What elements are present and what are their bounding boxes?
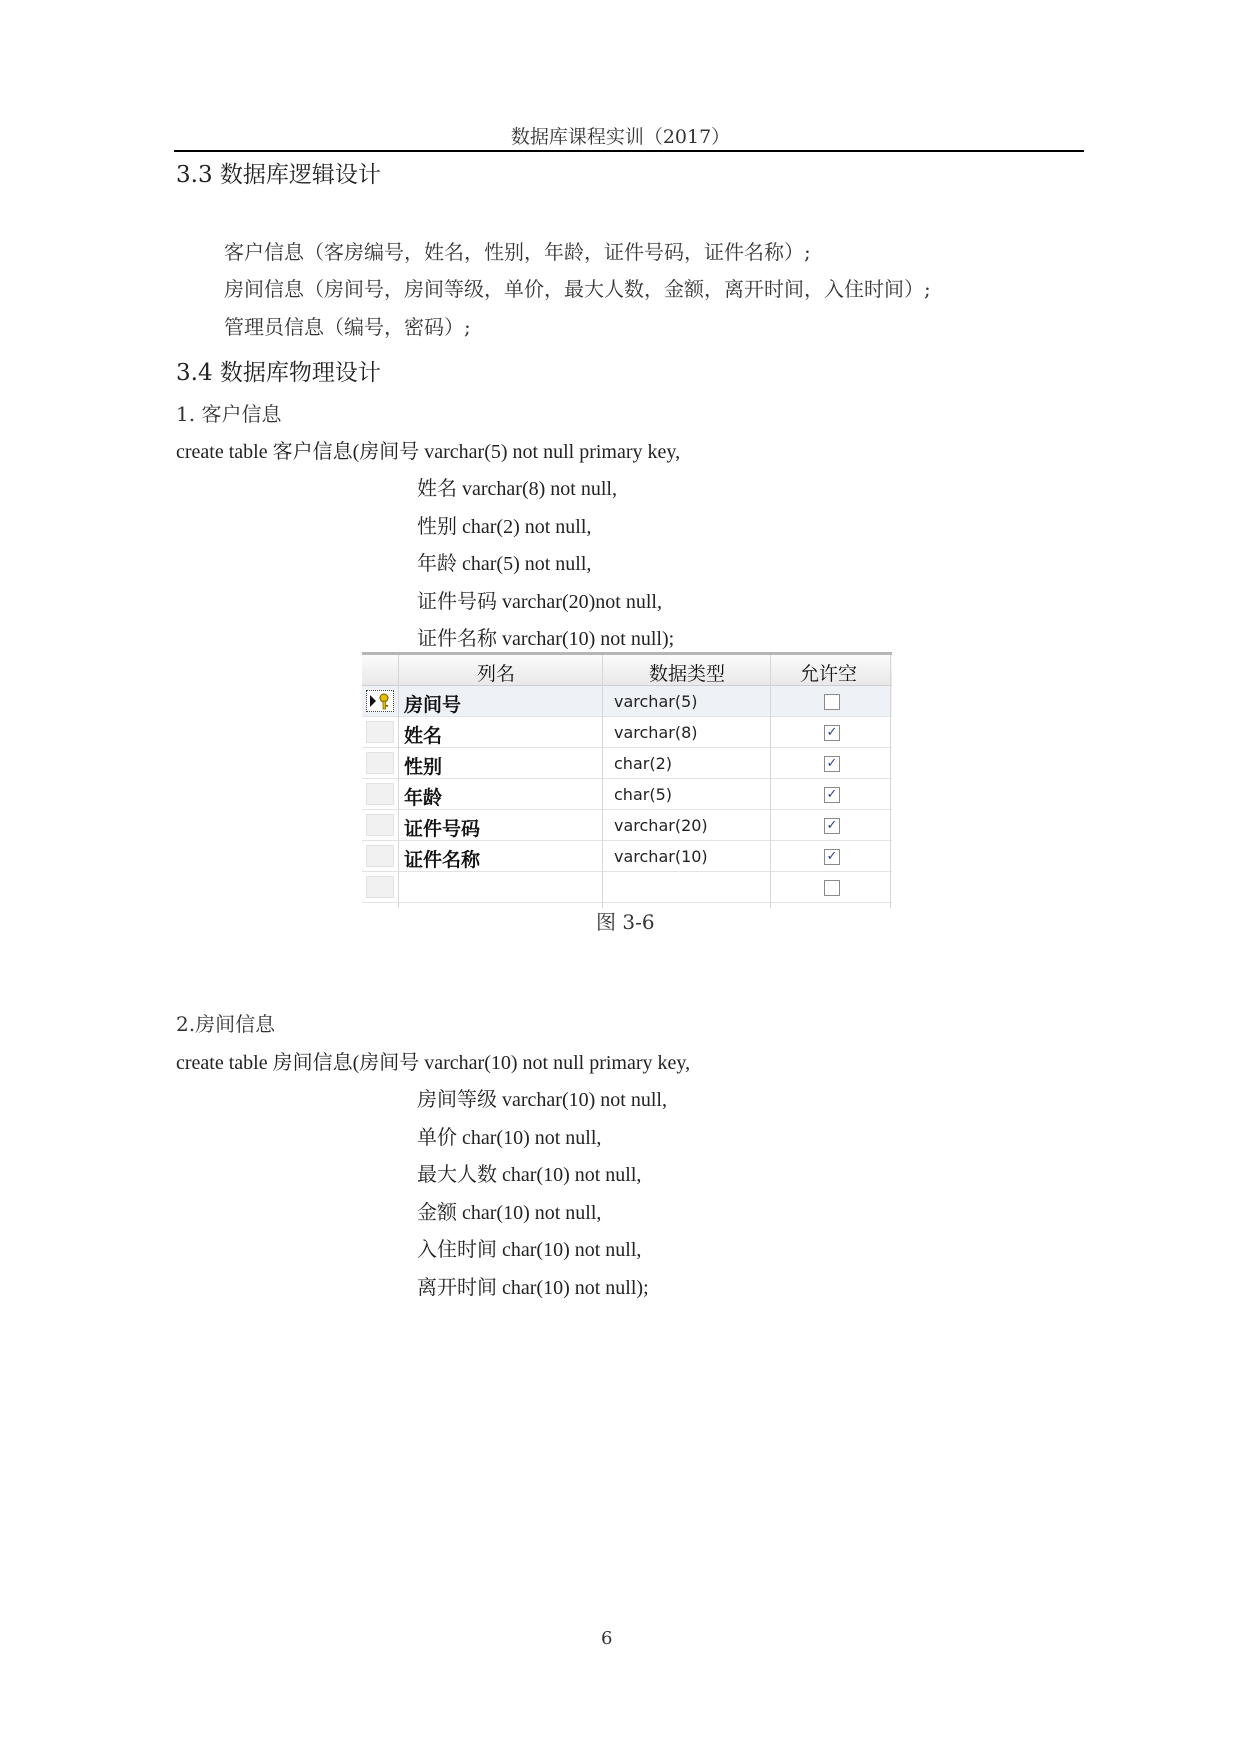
data-type-cell[interactable]: char(2): [614, 754, 672, 773]
section-3-3-title: 3.3 数据库逻辑设计: [176, 162, 381, 188]
running-header: 数据库课程实训（2017）: [510, 126, 731, 148]
page-number: 6: [601, 1628, 613, 1649]
row-selector[interactable]: [366, 845, 394, 867]
header-rule: [174, 150, 1084, 152]
data-type-cell[interactable]: varchar(8): [614, 723, 698, 742]
row-selector[interactable]: [366, 752, 394, 774]
allow-null-checkbox[interactable]: [824, 880, 840, 896]
column-header-name[interactable]: 列名: [477, 663, 516, 685]
figure-caption: 图 3-6: [596, 910, 655, 934]
table-row[interactable]: [362, 717, 892, 748]
column-name-cell[interactable]: 姓名: [404, 725, 443, 747]
column-name-cell[interactable]: 证件号码: [404, 818, 481, 840]
column-name-cell[interactable]: 房间号: [404, 694, 462, 716]
allow-null-checkbox[interactable]: ✓: [824, 725, 840, 741]
sql1-line-6: 证件名称 varchar(10) not null);: [417, 628, 675, 650]
sql2-line-4: 最大人数 char(10) not null,: [417, 1164, 642, 1186]
data-type-cell[interactable]: varchar(5): [614, 692, 698, 711]
grid-line: [890, 655, 891, 908]
data-type-cell[interactable]: varchar(20): [614, 816, 708, 835]
sql2-line-6: 入住时间 char(10) not null,: [417, 1239, 642, 1261]
table-row[interactable]: [362, 748, 892, 779]
row-selector[interactable]: [366, 876, 394, 898]
sql2-line-3: 单价 char(10) not null,: [417, 1127, 602, 1149]
table-row[interactable]: [362, 779, 892, 810]
column-name-cell[interactable]: 证件名称: [404, 849, 481, 871]
column-name-cell[interactable]: 年龄: [404, 787, 443, 809]
column-header-type[interactable]: 数据类型: [649, 663, 726, 685]
primary-key-icon: [368, 692, 392, 710]
subsection-1-title: 1. 客户信息: [176, 402, 282, 426]
table-row[interactable]: [362, 810, 892, 841]
section-3-4-title: 3.4 数据库物理设计: [176, 360, 381, 386]
table-row[interactable]: [362, 872, 892, 903]
grid-line: [602, 655, 603, 908]
sql1-line-1: create table 客户信息(房间号 varchar(5) not null primary key,: [176, 441, 681, 463]
table-designer-figure: [362, 652, 890, 908]
sql2-line-5: 金额 char(10) not null,: [417, 1202, 602, 1224]
data-type-cell[interactable]: char(5): [614, 785, 672, 804]
allow-null-checkbox[interactable]: ✓: [824, 818, 840, 834]
grid-line: [398, 655, 399, 908]
grid-line: [362, 902, 892, 903]
logic-line-admin: 管理员信息（编号，密码）;: [224, 315, 471, 339]
logic-line-room: 房间信息（房间号，房间等级，单价，最大人数，金额，离开时间，入住时间）;: [224, 277, 931, 301]
sql1-line-3: 性别 char(2) not null,: [417, 516, 592, 538]
logic-line-customer: 客户信息（客房编号，姓名，性别，年龄，证件号码，证件名称）;: [224, 240, 811, 264]
sql1-line-2: 姓名 varchar(8) not null,: [417, 478, 617, 500]
sql2-line-1: create table 房间信息(房间号 varchar(10) not null primary key,: [176, 1052, 691, 1074]
designer-header-row: [362, 655, 892, 686]
table-row[interactable]: [362, 686, 892, 717]
grid-line: [770, 655, 771, 908]
sql1-line-4: 年龄 char(5) not null,: [417, 553, 592, 575]
sql1-line-5: 证件号码 varchar(20)not null,: [417, 591, 662, 613]
sql2-line-7: 离开时间 char(10) not null);: [417, 1277, 649, 1299]
allow-null-checkbox[interactable]: ✓: [824, 849, 840, 865]
data-type-cell[interactable]: varchar(10): [614, 847, 708, 866]
column-header-allow-null[interactable]: 允许空: [800, 663, 858, 685]
subsection-2-title: 2.房间信息: [176, 1012, 276, 1036]
table-row[interactable]: [362, 841, 892, 872]
sql2-line-2: 房间等级 varchar(10) not null,: [417, 1089, 667, 1111]
column-name-cell[interactable]: 性别: [404, 756, 443, 778]
allow-null-checkbox[interactable]: ✓: [824, 756, 840, 772]
row-selector[interactable]: [366, 814, 394, 836]
row-selector[interactable]: [366, 721, 394, 743]
allow-null-checkbox[interactable]: [824, 694, 840, 710]
allow-null-checkbox[interactable]: ✓: [824, 787, 840, 803]
row-selector[interactable]: [366, 690, 394, 712]
row-selector[interactable]: [366, 783, 394, 805]
